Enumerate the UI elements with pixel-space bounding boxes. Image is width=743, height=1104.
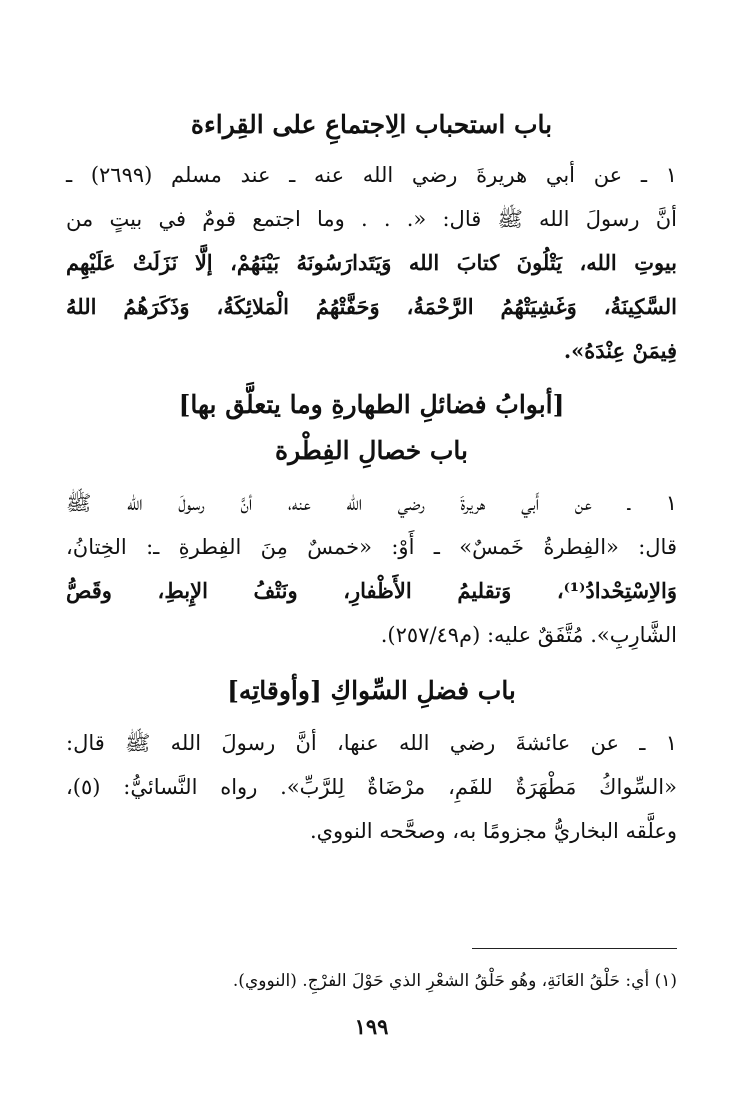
- footnote: (١) أي: حَلْقُ العَانَةِ، وهُو حَلْقُ الشعْرِ الذي حَوْلَ الفرْجِ. (النووي).: [232, 971, 677, 991]
- heading-reading-gathering: باب استحباب الِاجتماعِ على القِراءة: [190, 110, 553, 139]
- page-number: ١٩٩: [354, 1014, 389, 1039]
- text-line: ١ ـ عن أبي هريرةَ رضي الله عنه ـ عند مسلم (٢٦٩٩) ـ: [66, 163, 677, 187]
- hadith-reading-gathering: [66, 153, 677, 373]
- text-line: فِيمَنْ عِنْدَهُ».: [563, 338, 677, 363]
- heading-siwak-virtue: باب فضلِ السِّواكِ [وأوقاتِه]: [227, 676, 516, 705]
- text-line: بيوتِ الله، يَتْلُونَ كتابَ الله وَيَتَدارَسُونَهُ بَيْنَهُمْ، إلَّا نَزَلَتْ عَلَيْهِم: [66, 250, 677, 275]
- text-line: ١ ـ عن أَبي هريرةَ رضي الله عنه، أنَّ رسولَ الله ﷺ: [66, 491, 677, 515]
- hadith-fitra: [66, 481, 677, 657]
- text-line: وَالاِسْتِحْدادُ⁽¹⁾، وَتقليمُ الأَظْفارِ، ونَتْفُ الإِبطِ، وقَصُّ: [66, 578, 677, 603]
- heading-purification-virtues: [أبوابُ فضائلِ الطهارةِ وما يتعلَّق بها]: [178, 390, 565, 419]
- text-line: ١ ـ عن عائشةَ رضي الله عنها، أنَّ رسولَ الله ﷺ قال:: [66, 731, 677, 755]
- text-line: وعلَّقه البخاريُّ مجزومًا به، وصحَّحه النووي.: [309, 819, 677, 843]
- text-line: أنَّ رسولَ الله ﷺ قال: «. . . وما اجتمع قومٌ في بيتٍ من: [66, 207, 677, 231]
- heading-fitra-traits: باب خصالِ الفِطْرة: [274, 436, 469, 465]
- footnote-separator: [472, 948, 677, 949]
- text-line: «السِّواكُ مَطْهَرَةٌ للفَمِ، مرْضَاةٌ لِلرَّبِّ». رواه النَّسائيُّ: (٥)،: [66, 775, 677, 799]
- text-line: الشَّارِبِ». مُتَّفَقٌ عليه: (م٢٥٧/٤٩).: [380, 623, 677, 647]
- text-line: السَّكِينَةُ، وَغَشِيَتْهُمُ الرَّحْمَةُ، وَحَفَّتْهُمُ الْمَلائِكَةُ، وَذَكَرَهُمُ اللهُ: [66, 294, 677, 319]
- text-line: قال: «الفِطرةُ خَمسٌ» ـ أَوْ: «خمسٌ مِنَ الفِطرةِ ـ: الخِتانُ،: [66, 535, 677, 559]
- hadith-siwak: [66, 721, 677, 853]
